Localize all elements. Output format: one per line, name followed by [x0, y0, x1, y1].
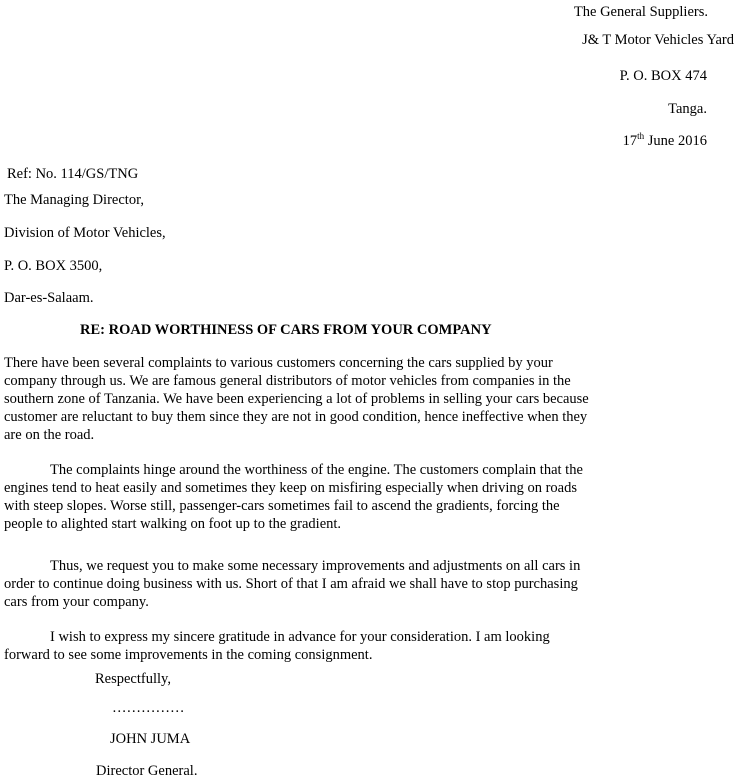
sender-line-2: J& T Motor Vehicles Yard — [582, 32, 734, 48]
body-paragraph-1: There have been several complaints to various customers concerning the cars supplied by your company through us. We are famous general distributors of motor vehicles from companies in the southern zone of Tanzania. We have been experiencing a lot of problems in selling your cars because customer are reluctant to buy them since they are not in good condition, hence ineffective when they are on the road. — [4, 355, 589, 443]
signatory-name: JOHN JUMA — [110, 731, 191, 747]
body-paragraph-3: Thus, we request you to make some necessary improvements and adjustments on all cars in order to continue doing business with us. Short of that I am afraid we shall have to stop purchasing cars from your company. — [4, 558, 581, 610]
date-suffix: th — [637, 131, 645, 142]
signatory-title: Director General. — [96, 763, 198, 779]
recipient-line-2: Division of Motor Vehicles, — [4, 225, 166, 241]
closing-salutation: Respectfully, — [95, 671, 171, 687]
body-paragraph-2: The complaints hinge around the worthiness of the engine. The customers complain that the engines tend to heat easily and sometimes they keep on misfiring especially when driving on roads with steep slopes. Worse still, passenger-cars sometimes fail to ascend the gradients, forcing the people to alighted start walking on foot up to the gradient. — [4, 462, 583, 532]
sender-line-3: P. O. BOX 474 — [619, 68, 707, 84]
recipient-line-4: Dar-es-Salaam. — [4, 290, 94, 306]
body-paragraph-4: I wish to express my sincere gratitude in advance for your consideration. I am looking forward to see some improvements in the coming consignment. — [4, 629, 550, 663]
subject-heading: RE: ROAD WORTHINESS OF CARS FROM YOUR COMPANY — [80, 322, 492, 338]
sender-line-4: Tanga. — [668, 101, 707, 117]
signature-line: …………… — [112, 700, 185, 716]
recipient-line-1: The Managing Director, — [4, 192, 144, 208]
recipient-line-3: P. O. BOX 3500, — [4, 258, 103, 274]
date-day: 17 — [622, 133, 638, 149]
sender-line-1: The General Suppliers. — [573, 4, 708, 20]
reference-number: Ref: No. 114/GS/TNG — [7, 166, 139, 182]
letter-date — [623, 132, 707, 150]
date-rest: June 2016 — [644, 133, 707, 149]
